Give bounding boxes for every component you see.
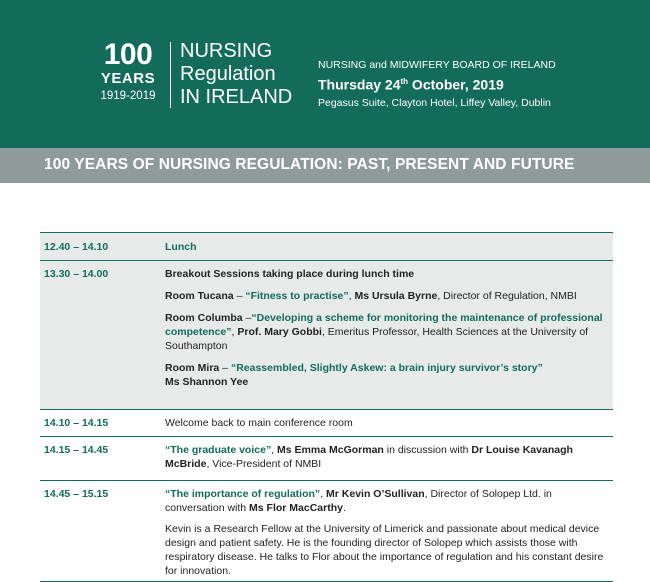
dash: – <box>233 290 246 302</box>
event-venue: Pegasus Suite, Clayton Hotel, Liffey Valley, Dublin <box>318 96 551 109</box>
agenda-row-importance <box>40 480 613 582</box>
connector-text: in discussion with <box>383 444 472 456</box>
logo-number: 100 <box>103 38 153 71</box>
logo-years-label: YEARS <box>100 70 156 87</box>
speaker-name: Prof. Mary Gobbi <box>237 326 322 338</box>
separator: , <box>320 488 327 500</box>
sentence-end: . <box>342 502 346 514</box>
speaker-name: Ms Ursula Byrne <box>354 290 438 302</box>
session-title: “The graduate voice” <box>165 444 272 456</box>
breakout-tucana <box>165 289 607 303</box>
header-banner <box>0 0 650 148</box>
speaker-role: , Director of Solopep Ltd. in conversation with <box>165 488 552 514</box>
logo-divider <box>170 42 171 108</box>
row-time: 14.15 – 14.45 <box>44 444 109 456</box>
welcome-title: Welcome back to main conference room <box>165 417 353 429</box>
lunch-title: Lunch <box>165 241 197 253</box>
organisation-name: NURSING and MIDWIFERY BOARD OF IRELAND <box>318 59 556 71</box>
session-title: “Reassembled, Slightly Askew: a brain injury survivor’s story” <box>230 362 543 374</box>
centenary-logo <box>92 40 164 104</box>
importance-session <box>165 487 607 515</box>
dash: – <box>219 362 231 374</box>
agenda-row-graduate <box>40 436 613 480</box>
speaker-bio: Kevin is a Research Fellow at the University of Limerick and passionate about medical device design and patient safety. He is the founding director of Solopep which assists those with respiratory disease. He talks to Flor about the importance of regulation and his constant desire for innovation. <box>165 523 604 577</box>
date-suffix: th <box>400 77 409 86</box>
separator: , <box>348 290 355 302</box>
logo-line-2: Regulation <box>180 63 276 85</box>
event-date <box>318 72 556 95</box>
speaker-role: , Emeritus Professor, Health Sciences at the University of Southampton <box>165 326 589 352</box>
row-content <box>165 233 607 254</box>
date-rest: October, 2019 <box>408 76 504 93</box>
logo-line-1: NURSING <box>180 40 273 62</box>
agenda-row-lunch <box>40 232 613 260</box>
speaker-name: Mr Kevin O’Sullivan <box>326 488 425 500</box>
speaker-name: Dr Louise Kavanagh McBride <box>165 444 573 470</box>
row-time: 12.40 – 14.10 <box>44 241 109 253</box>
row-content <box>165 481 607 578</box>
row-content <box>165 437 607 471</box>
logo-span: 1919-2019 <box>100 90 156 102</box>
row-content <box>165 261 607 389</box>
row-time: 13.30 – 14.00 <box>44 268 109 280</box>
speaker-name: Ms Flor MacCarthy <box>249 502 343 514</box>
speaker-role: , Vice-President of NMBI <box>206 458 322 470</box>
separator: , <box>231 326 238 338</box>
date-day: Thursday 24 <box>318 76 401 93</box>
speaker-name: Ms Emma McGorman <box>277 444 384 456</box>
row-content <box>165 410 607 430</box>
room-name: Room Tucana <box>165 290 234 302</box>
graduate-session <box>165 443 607 471</box>
breakout-mira <box>165 361 607 389</box>
speaker-role: , Director of Regulation, NMBI <box>437 290 577 302</box>
row-time: 14.45 – 15.15 <box>44 488 109 500</box>
separator: , <box>271 444 278 456</box>
room-name: Room Columba <box>165 312 243 324</box>
agenda-row-breakout <box>40 260 613 409</box>
session-title: “The importance of regulation” <box>165 488 321 500</box>
row-time: 14.10 – 14.15 <box>44 417 109 429</box>
agenda-table <box>40 232 613 582</box>
logo-title <box>180 40 292 109</box>
room-name: Room Mira <box>165 362 220 374</box>
page-title: 100 YEARS OF NURSING REGULATION: PAST, PRESENT AND FUTURE <box>44 156 575 173</box>
logo-line-3: IN IRELAND <box>180 86 293 108</box>
title-banner <box>0 148 650 183</box>
breakout-heading: Breakout Sessions taking place during lunch time <box>165 268 415 280</box>
event-info <box>318 58 556 111</box>
breakout-columba <box>165 311 607 353</box>
agenda-row-welcome <box>40 409 613 436</box>
speaker-name: Ms Shannon Yee <box>165 376 249 388</box>
session-title: “Developing a scheme for monitoring the maintenance of professional competence” <box>165 312 603 338</box>
dash: – <box>242 312 252 324</box>
session-title: “Fitness to practise” <box>245 290 349 302</box>
